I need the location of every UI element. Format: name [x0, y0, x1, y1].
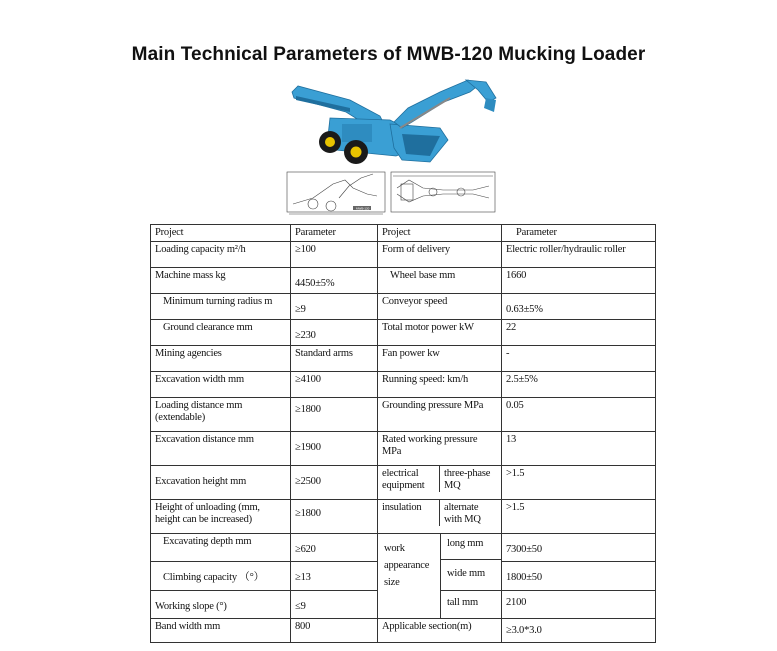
appearance-label: appearance — [384, 560, 430, 571]
header-parameter: Parameter — [291, 225, 378, 242]
row-value: ≥1800 — [291, 398, 378, 432]
wide-label: wide mm — [441, 560, 501, 590]
row-label: Ground clearance mm — [151, 320, 291, 346]
row-value: 0.05 — [502, 398, 656, 432]
row-label: Form of delivery — [378, 242, 502, 268]
row-value: ≥13 — [291, 562, 378, 590]
insulation-sub: alternate with MQ — [439, 500, 501, 526]
row-value: Standard arms — [291, 346, 378, 372]
row-value: 22 — [502, 320, 656, 346]
row-value: 13 — [502, 432, 656, 466]
technical-drawings — [283, 168, 498, 220]
table-row — [151, 398, 656, 432]
row-label: Climbing capacity （°） — [151, 562, 291, 590]
row-label: Excavation width mm — [151, 372, 291, 398]
size-label: size — [384, 577, 400, 588]
table-row — [151, 320, 656, 346]
row-label: Fan power kw — [378, 346, 502, 372]
row-value: 1660 — [502, 268, 656, 294]
parameters-table — [150, 224, 656, 643]
drawing-label: MWB-120 — [356, 206, 370, 211]
long-label: long mm — [441, 534, 501, 560]
row-label: Band width mm — [151, 619, 291, 643]
row-label: Minimum turning radius m — [151, 294, 291, 320]
table-row — [151, 372, 656, 398]
row-label: Mining agencies — [151, 346, 291, 372]
electrical-label: electrical equipment — [382, 468, 425, 491]
row-value: 7300±50 — [502, 534, 656, 562]
row-value: ≥1900 — [291, 432, 378, 466]
electrical-cell — [378, 466, 502, 500]
table-row — [151, 268, 656, 294]
row-value: Electric roller/hydraulic roller — [502, 242, 656, 268]
row-value: 2.5±5% — [502, 372, 656, 398]
mucking-loader-photo — [290, 78, 500, 170]
row-label: Excavating depth mm — [151, 534, 291, 562]
row-value: ≥2500 — [291, 466, 378, 500]
row-value: ≤9 — [291, 590, 378, 618]
row-label: Total motor power kW — [378, 320, 502, 346]
work-size-cell — [378, 534, 502, 619]
row-value: ≥230 — [291, 320, 378, 346]
row-label: Loading distance mm (extendable) — [151, 398, 291, 432]
row-label: Wheel base mm — [378, 268, 502, 294]
table-row — [151, 294, 656, 320]
page-title: Main Technical Parameters of MWB-120 Mucking Loader — [131, 44, 646, 65]
table-row — [151, 242, 656, 268]
table-row — [151, 619, 656, 643]
row-value: 800 — [291, 619, 378, 643]
row-label: Excavation distance mm — [151, 432, 291, 466]
row-value: ≥620 — [291, 534, 378, 562]
work-label: work — [384, 543, 405, 554]
row-label: Conveyor speed — [378, 294, 502, 320]
header-project-2: Project — [378, 225, 502, 242]
row-value: 2100 — [502, 590, 656, 618]
table-row — [151, 500, 656, 534]
row-value: 0.63±5% — [502, 294, 656, 320]
insulation-label: insulation — [382, 502, 422, 513]
insulation-cell — [378, 500, 502, 534]
row-value: ≥100 — [291, 242, 378, 268]
table-row — [151, 534, 656, 562]
row-label: Grounding pressure MPa — [378, 398, 502, 432]
table-row — [151, 432, 656, 466]
row-value: 1800±50 — [502, 562, 656, 590]
tall-label: tall mm — [447, 596, 478, 608]
row-label: Machine mass kg — [151, 268, 291, 294]
row-value: 4450±5% — [291, 268, 378, 294]
header-parameter-2: Parameter — [502, 225, 656, 242]
row-label: Loading capacity m²/h — [151, 242, 291, 268]
electrical-sub: three-phase MQ — [439, 466, 501, 492]
row-value: ≥3.0*3.0 — [502, 619, 656, 643]
table-row — [151, 466, 656, 500]
table-header-row — [151, 225, 656, 242]
table-row — [151, 346, 656, 372]
row-value: >1.5 — [502, 466, 656, 500]
row-value: ≥4100 — [291, 372, 378, 398]
header-project: Project — [151, 225, 291, 242]
row-value: >1.5 — [502, 500, 656, 534]
row-label: Working slope (°) — [151, 590, 291, 618]
row-label: Rated working pressure MPa — [378, 432, 502, 466]
row-label: Applicable section(m) — [378, 619, 502, 643]
row-value: - — [502, 346, 656, 372]
row-label: Excavation height mm — [151, 466, 291, 500]
row-value: ≥9 — [291, 294, 378, 320]
row-label: Height of unloading (mm, height can be increased) — [151, 500, 291, 534]
row-value: ≥1800 — [291, 500, 378, 534]
row-label: Running speed: km/h — [378, 372, 502, 398]
